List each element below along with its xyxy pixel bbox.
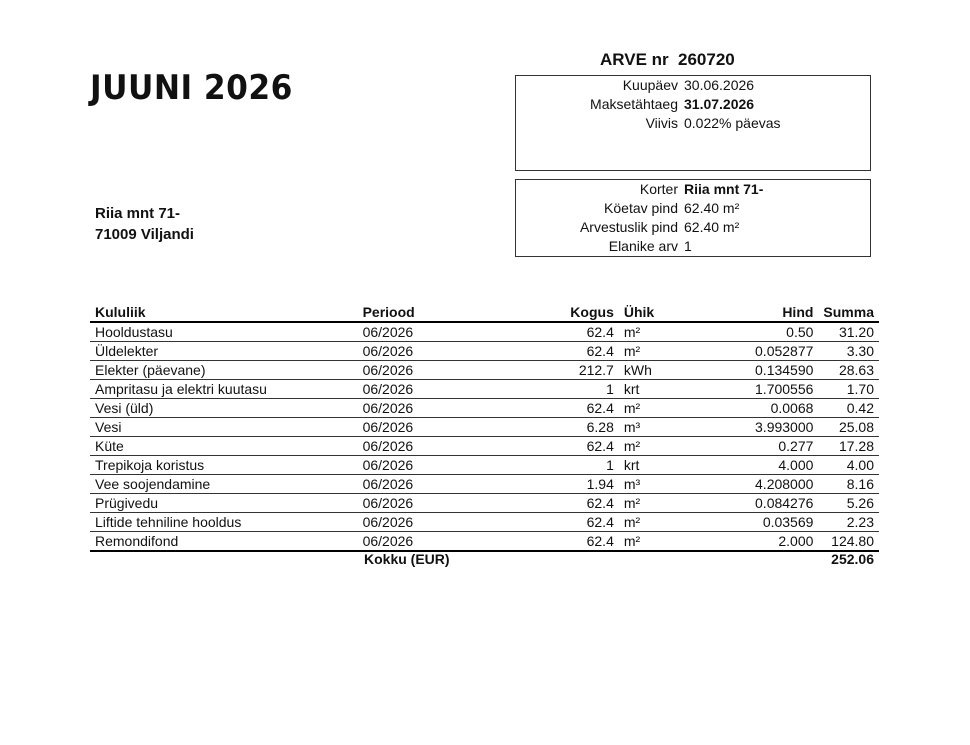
cell-unit: kWh xyxy=(619,361,709,380)
cell-price: 4.000 xyxy=(709,456,819,475)
cell-cost-type: Vesi (üld) xyxy=(90,399,358,418)
cell-unit: krt xyxy=(619,380,709,399)
cell-period: 06/2026 xyxy=(358,475,500,494)
cell-amount: 3.30 xyxy=(818,342,879,361)
cell-unit: m² xyxy=(619,437,709,456)
cell-quantity: 62.4 xyxy=(499,532,619,552)
cell-period: 06/2026 xyxy=(358,494,500,513)
apartment-info-value: 62.40 m² xyxy=(684,200,740,216)
cell-unit: m² xyxy=(619,532,709,552)
cell-price: 0.0068 xyxy=(709,399,819,418)
invoice-info-label: Kuupäev xyxy=(622,77,678,93)
cell-quantity: 1.94 xyxy=(499,475,619,494)
cell-amount: 1.70 xyxy=(818,380,879,399)
cell-period: 06/2026 xyxy=(358,361,500,380)
apartment-info-label: Elanike arv xyxy=(608,238,678,254)
cell-price: 1.700556 xyxy=(709,380,819,399)
charges-table xyxy=(90,302,879,552)
cell-amount: 4.00 xyxy=(818,456,879,475)
cell-price: 3.993000 xyxy=(709,418,819,437)
cell-quantity: 212.7 xyxy=(499,361,619,380)
cell-cost-type: Ampritasu ja elektri kuutasu xyxy=(90,380,358,399)
cell-price: 0.084276 xyxy=(709,494,819,513)
cell-period: 06/2026 xyxy=(358,399,500,418)
apartment-info-row xyxy=(516,180,870,199)
table-row xyxy=(90,399,879,418)
cell-quantity: 1 xyxy=(499,456,619,475)
cell-period: 06/2026 xyxy=(358,437,500,456)
cell-unit: m² xyxy=(619,399,709,418)
cell-amount: 25.08 xyxy=(818,418,879,437)
cell-price: 0.134590 xyxy=(709,361,819,380)
apartment-info-label: Arvestuslik pind xyxy=(579,219,678,235)
cell-cost-type: Trepikoja koristus xyxy=(90,456,358,475)
cell-unit: m² xyxy=(619,513,709,532)
table-row xyxy=(90,418,879,437)
cell-period: 06/2026 xyxy=(358,456,500,475)
apartment-info-value: 62.40 m² xyxy=(684,219,740,235)
cell-cost-type: Elekter (päevane) xyxy=(90,361,358,380)
cell-cost-type: Hooldustasu xyxy=(90,322,358,342)
invoice-number-value: 260720 xyxy=(678,50,735,69)
cell-amount: 0.42 xyxy=(818,399,879,418)
cell-unit: krt xyxy=(619,456,709,475)
invoice-info-value: 31.07.2026 xyxy=(684,96,755,112)
table-row xyxy=(90,437,879,456)
cell-amount: 28.63 xyxy=(818,361,879,380)
recipient-address xyxy=(95,203,194,245)
address-line-1: Riia mnt 71- xyxy=(95,205,181,222)
total-label: Kokku (EUR) xyxy=(364,551,450,567)
invoice-info-label: Maksetähtaeg xyxy=(590,96,678,112)
column-header-kululiik: Kululiik xyxy=(90,302,358,322)
cell-period: 06/2026 xyxy=(358,418,500,437)
invoice-info-label: Viivis xyxy=(645,115,678,131)
invoice-info-row xyxy=(516,76,870,95)
address-line-2: 71009 Viljandi xyxy=(95,226,194,243)
cell-price: 0.03569 xyxy=(709,513,819,532)
cell-unit: m³ xyxy=(619,418,709,437)
cell-period: 06/2026 xyxy=(358,513,500,532)
cell-quantity: 6.28 xyxy=(499,418,619,437)
cell-amount: 8.16 xyxy=(818,475,879,494)
column-header-summa: Summa xyxy=(818,302,879,322)
cell-quantity: 62.4 xyxy=(499,437,619,456)
cell-period: 06/2026 xyxy=(358,322,500,342)
cell-quantity: 62.4 xyxy=(499,342,619,361)
invoice-info-value: 0.022% päevas xyxy=(684,115,781,131)
table-row xyxy=(90,532,879,552)
apartment-info-row xyxy=(516,218,870,237)
table-row xyxy=(90,380,879,399)
total-value: 252.06 xyxy=(831,551,874,567)
cell-period: 06/2026 xyxy=(358,532,500,552)
cell-period: 06/2026 xyxy=(358,342,500,361)
table-row xyxy=(90,342,879,361)
cell-price: 4.208000 xyxy=(709,475,819,494)
apartment-info-row xyxy=(516,237,870,256)
cell-cost-type: Liftide tehniline hooldus xyxy=(90,513,358,532)
table-header-row xyxy=(90,302,879,322)
column-header-periood: Periood xyxy=(358,302,500,322)
invoice-info-value: 30.06.2026 xyxy=(684,77,755,93)
cell-quantity: 62.4 xyxy=(499,399,619,418)
cell-price: 2.000 xyxy=(709,532,819,552)
cell-cost-type: Üldelekter xyxy=(90,342,358,361)
apartment-info-label: Köetav pind xyxy=(604,200,678,216)
cell-amount: 2.23 xyxy=(818,513,879,532)
column-header-uhik: Ühik xyxy=(619,302,709,322)
table-row xyxy=(90,456,879,475)
cell-price: 0.50 xyxy=(709,322,819,342)
invoice-info-row xyxy=(516,114,870,133)
cell-price: 0.277 xyxy=(709,437,819,456)
table-row xyxy=(90,322,879,342)
column-header-hind: Hind xyxy=(709,302,819,322)
page-title: JUUNI 2026 xyxy=(90,68,293,108)
cell-price: 0.052877 xyxy=(709,342,819,361)
apartment-info-value: Riia mnt 71- xyxy=(684,181,764,197)
cell-quantity: 62.4 xyxy=(499,513,619,532)
cell-period: 06/2026 xyxy=(358,380,500,399)
cell-cost-type: Vesi xyxy=(90,418,358,437)
cell-unit: m² xyxy=(619,342,709,361)
cell-cost-type: Remondifond xyxy=(90,532,358,552)
table-row xyxy=(90,513,879,532)
apartment-info-value: 1 xyxy=(684,238,692,254)
total-row xyxy=(90,551,879,571)
cell-cost-type: Prügivedu xyxy=(90,494,358,513)
invoice-number-label: ARVE nr xyxy=(600,50,669,69)
apartment-info-label: Korter xyxy=(639,181,678,197)
cell-cost-type: Vee soojendamine xyxy=(90,475,358,494)
cell-quantity: 1 xyxy=(499,380,619,399)
cell-unit: m³ xyxy=(619,475,709,494)
cell-amount: 124.80 xyxy=(818,532,879,552)
table-row xyxy=(90,361,879,380)
cell-quantity: 62.4 xyxy=(499,322,619,342)
cell-unit: m² xyxy=(619,494,709,513)
invoice-info-box xyxy=(515,75,871,171)
apartment-info-box xyxy=(515,179,871,257)
cell-amount: 5.26 xyxy=(818,494,879,513)
table-row xyxy=(90,475,879,494)
cell-quantity: 62.4 xyxy=(499,494,619,513)
apartment-info-row xyxy=(516,199,870,218)
cell-amount: 31.20 xyxy=(818,322,879,342)
column-header-kogus: Kogus xyxy=(499,302,619,322)
invoice-info-row xyxy=(516,95,870,114)
cell-unit: m² xyxy=(619,322,709,342)
cell-amount: 17.28 xyxy=(818,437,879,456)
table-row xyxy=(90,494,879,513)
cell-cost-type: Küte xyxy=(90,437,358,456)
invoice-number-header xyxy=(600,50,735,70)
